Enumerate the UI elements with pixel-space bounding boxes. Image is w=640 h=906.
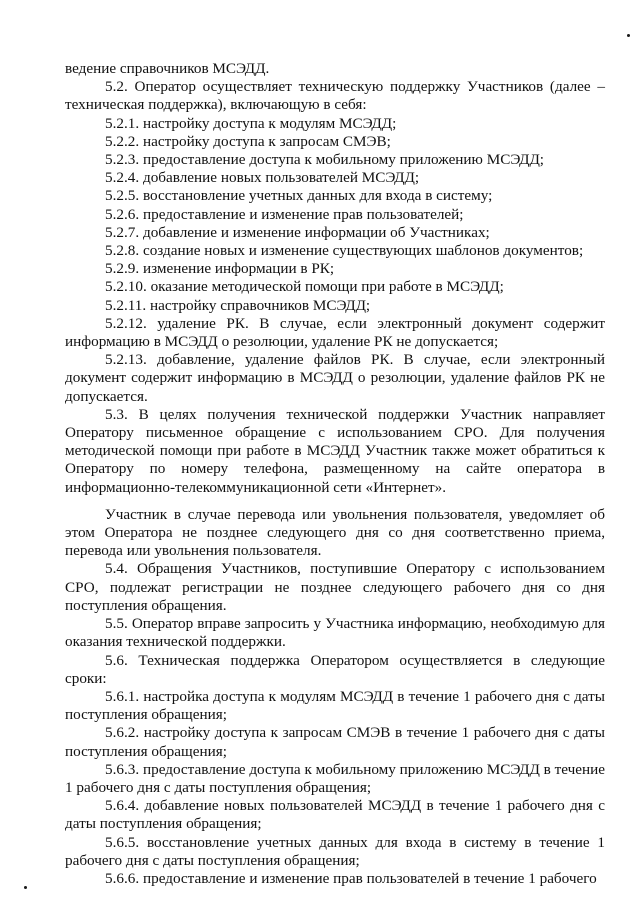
list-item-5-2-8: 5.2.8. создание новых и изменение существующих шаблонов документов; bbox=[105, 242, 584, 260]
list-item-5-2-2: 5.2.2. настройку доступа к запросам СМЭВ; bbox=[105, 132, 391, 150]
paragraph-5-6: 5.6. Техническая поддержка Оператором осуществляется в следующие сроки: bbox=[65, 651, 605, 687]
list-item-5-2-3: 5.2.3. предоставление доступа к мобильному приложению МСЭДД; bbox=[105, 151, 545, 169]
list-item-5-2-7: 5.2.7. добавление и изменение информации об Участниках; bbox=[105, 223, 490, 241]
list-item-5-6-4: 5.6.4. добавление новых пользователей МСЭДД в течение 1 рабочего дня с даты поступления обращения; bbox=[65, 797, 605, 833]
paragraph-5-5: 5.5. Оператор вправе запросить у Участника информацию, необходимую для оказания технической поддержки. bbox=[65, 615, 605, 651]
list-item-5-6-1: 5.6.1. настройка доступа к модулям МСЭДД в течение 1 рабочего дня с даты поступления обращения; bbox=[65, 687, 605, 724]
list-item-5-6-5: 5.6.5. восстановление учетных данных для входа в систему в течение 1 рабочего дня с даты поступления обращения; bbox=[65, 833, 605, 869]
list-item-5-6-6: 5.6.6. предоставление и изменение прав пользователей в течение 1 рабочего bbox=[105, 869, 597, 887]
list-item-5-2-13: 5.2.13. добавление, удаление файлов РК. В случае, если электронный документ содержит информацию в МСЭДД о резолюции, удаление файлов РК не допускается. bbox=[65, 351, 605, 405]
list-item-5-6-2: 5.6.2. настройку доступа к запросам СМЭВ в течение 1 рабочего дня с даты поступления обращения; bbox=[65, 724, 605, 760]
scan-speck-bottom bbox=[24, 886, 27, 889]
list-item-5-2-6: 5.2.6. предоставление и изменение прав пользователей; bbox=[105, 205, 464, 223]
list-item-5-2-10: 5.2.10. оказание методической помощи при работе в МСЭДД; bbox=[105, 278, 504, 296]
paragraph-continuation: ведение справочников МСЭДД. bbox=[65, 60, 270, 77]
paragraph-5-2: 5.2. Оператор осуществляет техническую поддержку Участников (далее – техническая поддержка), включающую в себя: bbox=[65, 78, 605, 114]
paragraph-5-3: 5.3. В целях получения технической поддержки Участник направляет Оператору письменное обращение с использованием СРО. Для получения методической помощи при работе в МСЭДД Участник также может обратиться к Оператору по номеру телефона, размещенному на сайте оператора в информационно-телекоммуникационной сети «Интернет». bbox=[65, 405, 605, 496]
list-item-5-2-1: 5.2.1. настройку доступа к модулям МСЭДД; bbox=[105, 114, 397, 132]
list-item-5-2-4: 5.2.4. добавление новых пользователей МСЭДД; bbox=[105, 169, 420, 187]
scan-speck-top bbox=[627, 34, 630, 37]
list-item-5-2-9: 5.2.9. изменение информации в РК; bbox=[105, 260, 335, 278]
paragraph-5-4: 5.4. Обращения Участников, поступившие Оператору с использованием СРО, подлежат регистрации не позднее следующего рабочего дня со дня поступления обращения. bbox=[65, 560, 605, 614]
list-item-5-2-5: 5.2.5. восстановление учетных данных для входа в систему; bbox=[105, 187, 493, 205]
document-body bbox=[65, 60, 605, 888]
list-item-5-2-11: 5.2.11. настройку справочников МСЭДД; bbox=[105, 296, 371, 314]
list-item-5-2-12: 5.2.12. удаление РК. В случае, если электронный документ содержит информацию в МСЭДД о резолюции, удаление РК не допускается; bbox=[65, 314, 605, 351]
paragraph-participant-notice: Участник в случае перевода или увольнения пользователя, уведомляет об этом Оператора не позднее следующего дня со дня соответственно приема, перевода или увольнения пользователя. bbox=[65, 505, 605, 560]
list-item-5-6-3: 5.6.3. предоставление доступа к мобильному приложению МСЭДД в течение 1 рабочего дня с даты поступления обращения; bbox=[65, 760, 605, 796]
